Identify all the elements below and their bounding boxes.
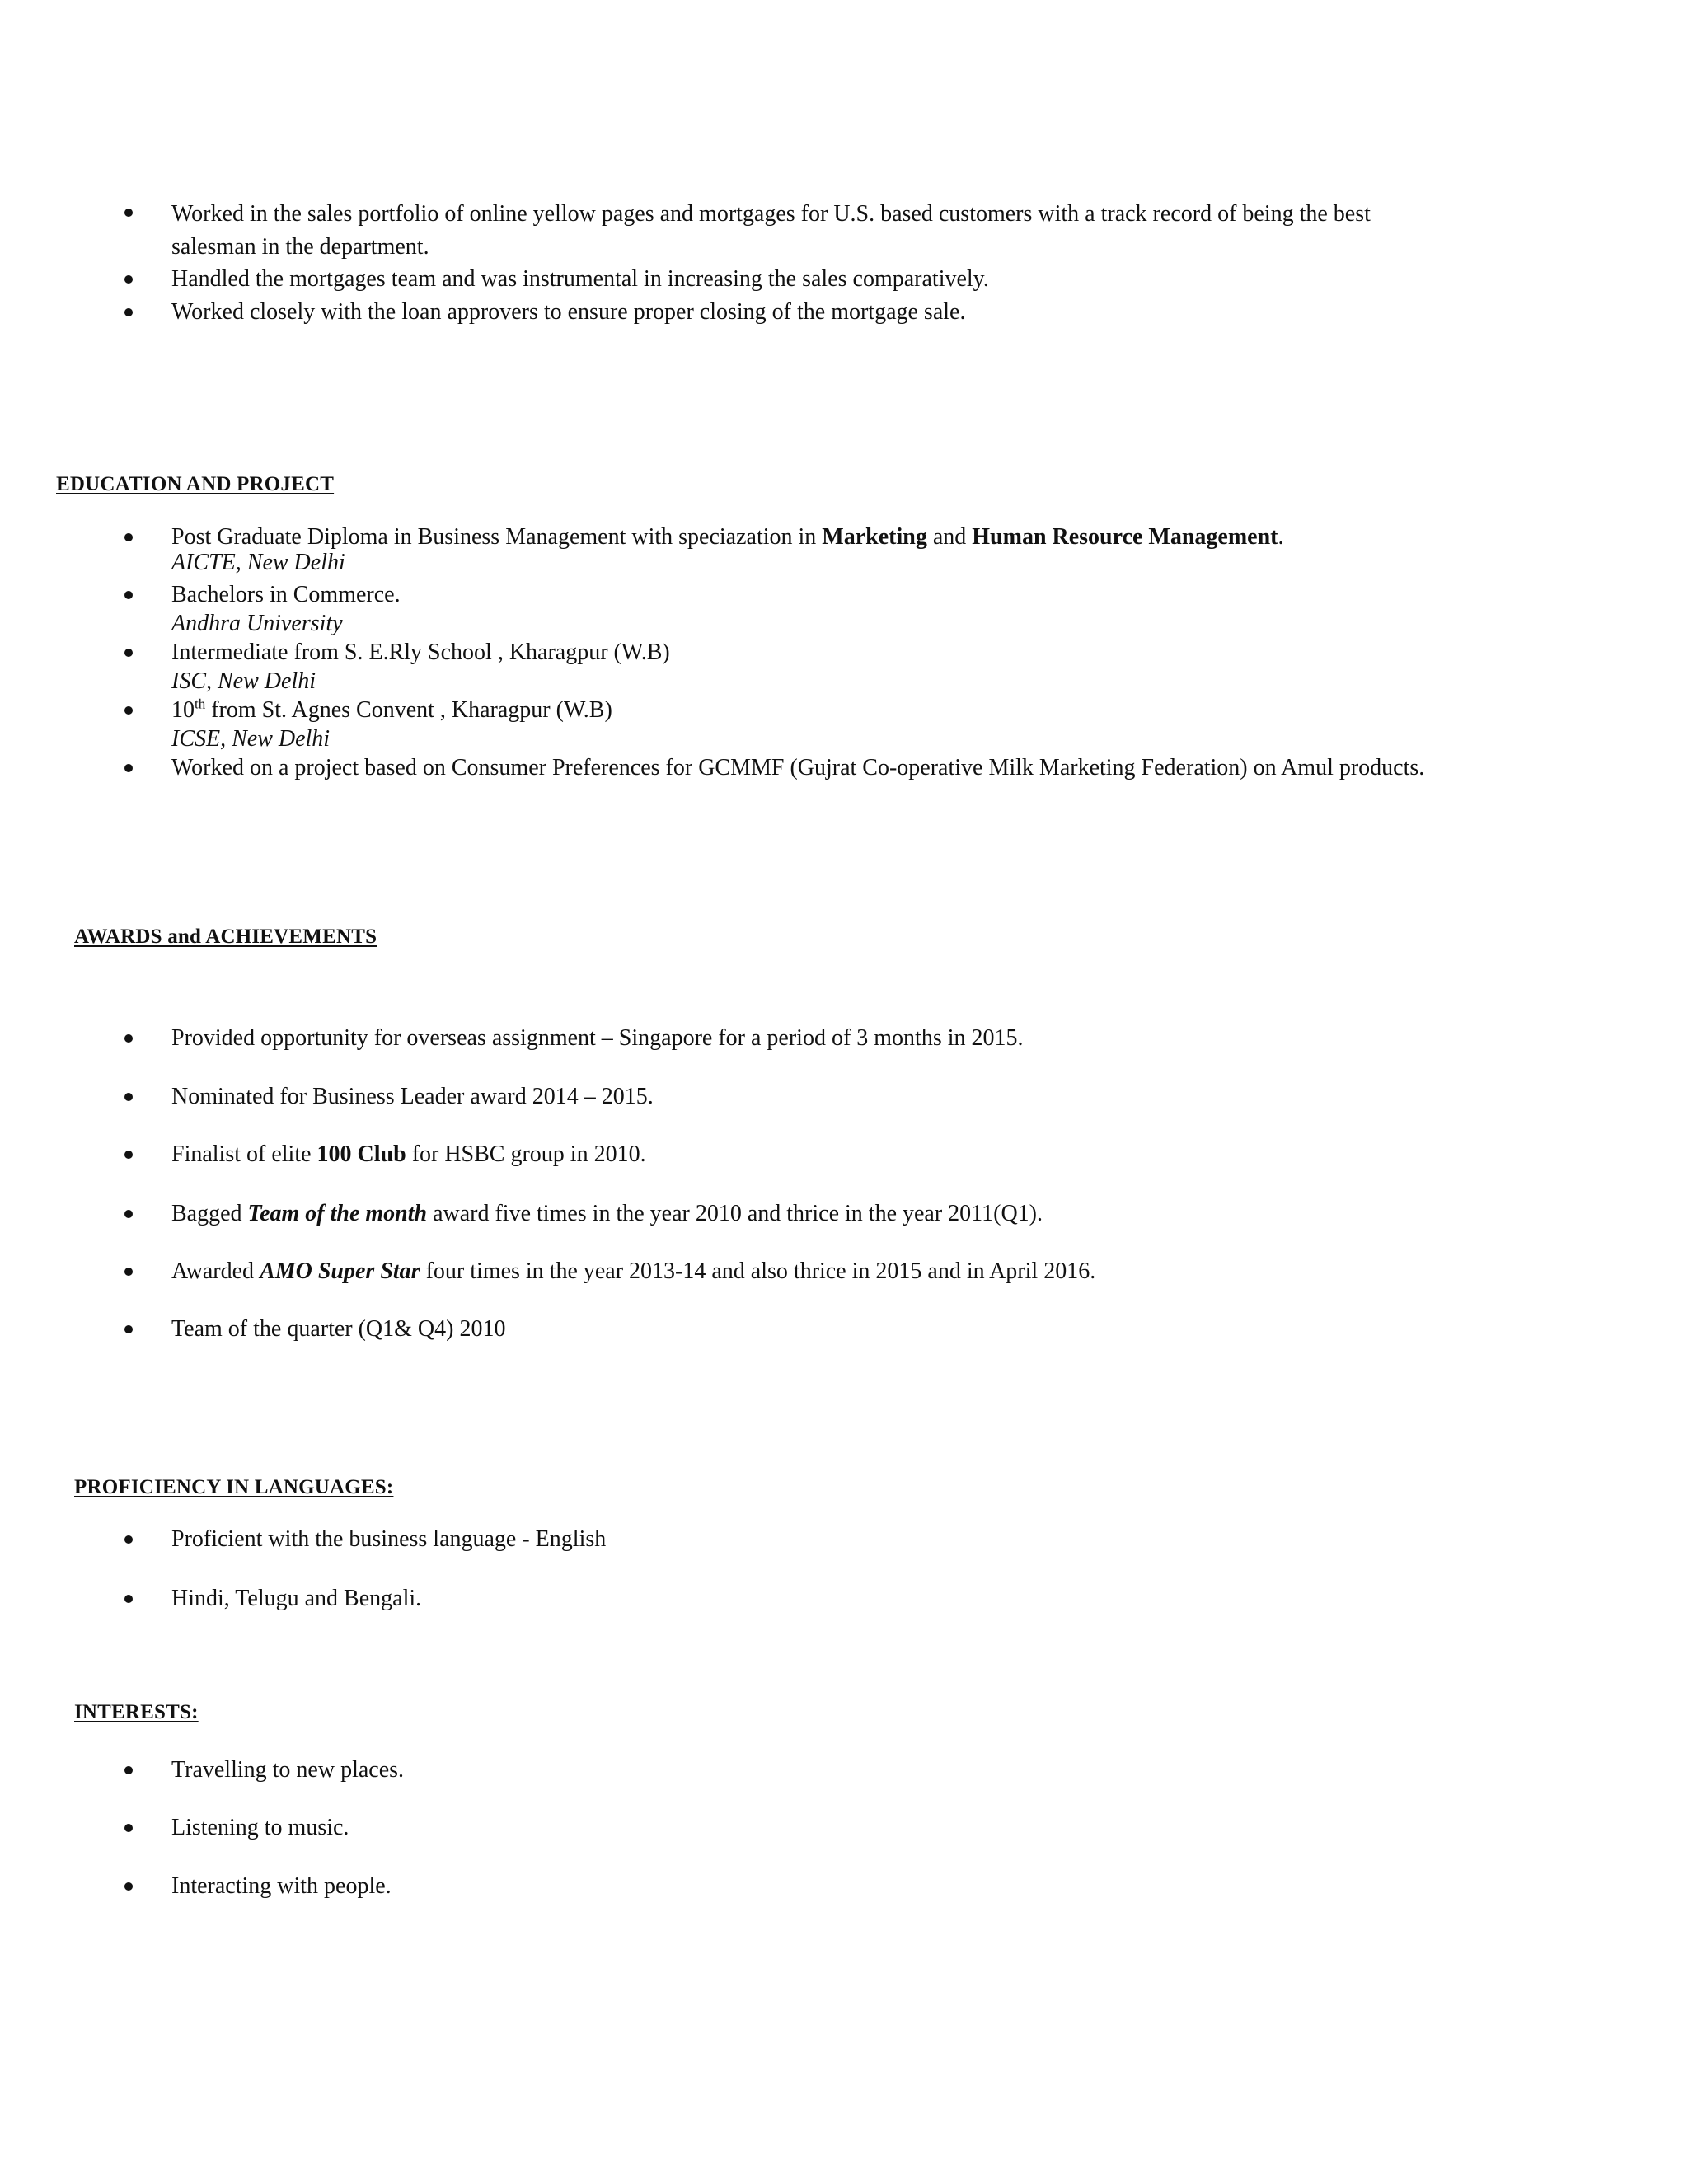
education-item-institution: ICSE, New Delhi [171,726,331,752]
bullet-icon [124,649,133,657]
bullet-icon [124,533,133,541]
bullet-icon [124,1824,133,1832]
education-item-title: Worked on a project based on Consumer Preferences for GCMMF (Gujrat Co-operative Milk Marketing Federation) on Amul products. [171,755,1425,780]
bullet-icon [124,1151,133,1159]
specialization-marketing: Marketing [822,524,927,550]
bullet-icon [124,1268,133,1276]
languages-heading: PROFICIENCY IN LANGUAGES: [74,1476,394,1498]
education-item-institution: ISC, New Delhi [171,668,316,694]
education-item-institution: Andhra University [171,611,343,636]
education-heading: EDUCATION AND PROJECT [56,473,335,495]
bullet-icon [124,706,133,715]
bullet-icon [124,275,133,284]
award-name: AMO Super Star [260,1258,420,1284]
education-item-title: Bachelors in Commerce. [171,582,401,607]
education-item-title: Intermediate from S. E.Rly School , Kharagpur (W.B) [171,640,670,665]
interests-heading: INTERESTS: [74,1701,199,1723]
experience-item-text: Handled the mortgages team and was instrumental in increasing the sales comparatively. [171,266,989,292]
education-item-title: Post Graduate Diploma in Business Management with speciazation in Marketing and Human Resource Management. [171,524,1284,550]
bullet-icon [124,1882,133,1891]
awards-heading: AWARDS and ACHIEVEMENTS [74,926,377,948]
bullet-icon [124,1210,133,1218]
bullet-icon [124,209,133,217]
bullet-icon [124,1325,133,1333]
award-name: 100 Club [316,1141,406,1167]
education-item-institution: AICTE, New Delhi [171,550,345,575]
education-item-title: 10th from St. Agnes Convent , Kharagpur (W.B) [171,696,612,723]
award-name: Team of the month [247,1201,428,1226]
experience-item-text: Worked in the sales portfolio of online yellow pages and mortgages for U.S. based customers with a track record of being the best salesman in the department. [171,201,1371,260]
bullet-icon [124,1595,133,1603]
bullet-icon [124,1766,133,1774]
bullet-icon [124,764,133,772]
bullet-icon [124,1093,133,1101]
bullet-icon [124,1034,133,1043]
bullet-icon [124,591,133,599]
bullet-icon [124,308,133,316]
bullet-icon [124,1535,133,1544]
experience-item-text: Worked closely with the loan approvers to ensure proper closing of the mortgage sale. [171,299,966,325]
specialization-hr: Human Resource Management [972,524,1278,550]
